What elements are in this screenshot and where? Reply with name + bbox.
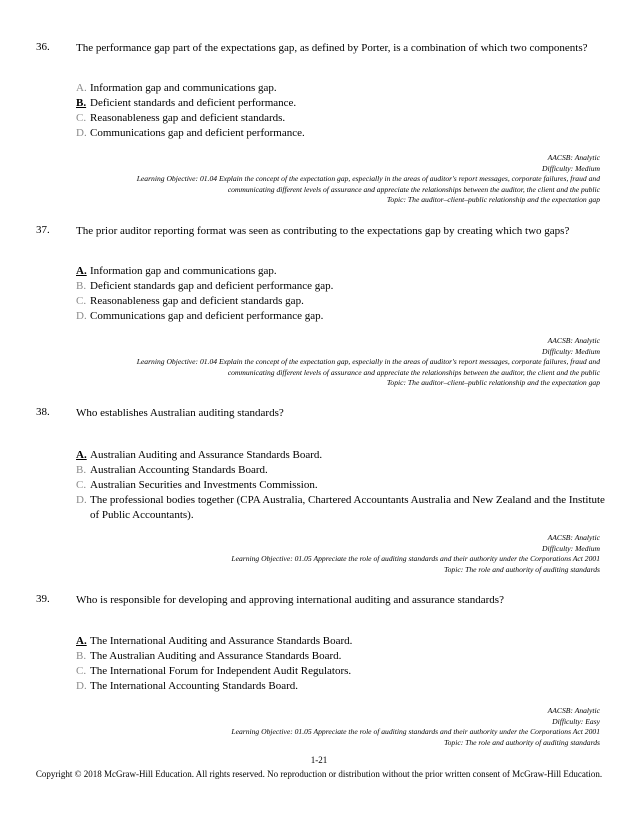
option-letter: D. xyxy=(76,494,87,506)
option-text: Communications gap and deficient performance. xyxy=(90,127,305,139)
question-text: The performance gap part of the expectations gap, as defined by Porter, is a combination of which two components? xyxy=(76,42,588,54)
option-letter-correct: A. xyxy=(76,635,87,647)
question-metadata xyxy=(40,336,600,389)
option-b xyxy=(76,279,606,294)
aacsb-tag: AACSB: Analytic xyxy=(547,153,600,162)
option-letter: D. xyxy=(76,127,87,139)
page-number: 1-21 xyxy=(310,755,328,765)
aacsb-tag: AACSB: Analytic xyxy=(547,336,600,345)
option-letter-correct: A. xyxy=(76,265,87,277)
option-b xyxy=(76,463,606,478)
option-text: Communications gap and deficient performance gap. xyxy=(90,310,324,322)
option-letter: D. xyxy=(76,310,87,322)
option-letter: D. xyxy=(76,680,87,692)
question-metadata xyxy=(40,706,600,748)
difficulty-tag: Difficulty: Medium xyxy=(542,543,600,553)
option-letter-correct: A. xyxy=(76,449,87,461)
learning-objective: Learning Objective: 01.05 Appreciate the role of auditing standards and their authority under the Corporations Act 2001 xyxy=(231,554,600,563)
option-text: The International Forum for Independent Audit Regulators. xyxy=(90,665,352,677)
question-text: Who establishes Australian auditing standards? xyxy=(76,407,284,419)
question-number: 39. xyxy=(36,593,50,605)
question-number: 36. xyxy=(36,41,50,53)
option-letter-correct: B. xyxy=(76,97,87,109)
learning-objective: Learning Objective: 01.05 Appreciate the role of auditing standards and their authority under the Corporations Act 2001 xyxy=(231,727,600,736)
option-d xyxy=(76,309,606,324)
learning-objective-cont: communicating different levels of assurance and appreciate the relationships between the auditor, the client and the public xyxy=(227,184,600,194)
option-a xyxy=(76,81,606,96)
option-letter: A. xyxy=(76,82,87,94)
topic-tag: Topic: The role and authority of auditing standards xyxy=(444,737,600,747)
option-letter: B. xyxy=(76,280,87,292)
option-text: The International Accounting Standards Board. xyxy=(90,680,299,692)
learning-objective: Learning Objective: 01.04 Explain the concept of the expectation gap, especially in the areas of auditor's report messages, corporate failures, fraud and xyxy=(136,174,600,183)
question-metadata xyxy=(40,153,600,206)
option-c xyxy=(76,111,606,126)
option-text: The Australian Auditing and Assurance Standards Board. xyxy=(90,650,342,662)
option-text: Deficient standards gap and deficient performance gap. xyxy=(90,280,334,292)
topic-tag: Topic: The role and authority of auditing standards xyxy=(444,564,600,574)
question-number: 38. xyxy=(36,406,50,418)
option-letter: C. xyxy=(76,665,87,677)
option-b xyxy=(76,649,606,664)
option-d xyxy=(76,679,606,694)
question-text: Who is responsible for developing and approving international auditing and assurance standards? xyxy=(76,594,504,606)
option-c xyxy=(76,664,606,679)
aacsb-tag: AACSB: Analytic xyxy=(547,706,600,715)
option-c xyxy=(76,478,606,493)
option-text: Deficient standards and deficient performance. xyxy=(90,97,297,109)
option-letter: B. xyxy=(76,464,87,476)
option-letter: B. xyxy=(76,650,87,662)
option-a xyxy=(76,634,606,649)
option-letter: C. xyxy=(76,112,87,124)
learning-objective-cont: communicating different levels of assurance and appreciate the relationships between the auditor, the client and the public xyxy=(227,367,600,377)
copyright-notice: Copyright © 2018 McGraw-Hill Education. All rights reserved. No reproduction or distribution without the prior written consent of McGraw-Hill Education. xyxy=(35,769,603,779)
option-text: Information gap and communications gap. xyxy=(90,265,277,277)
question-text: The prior auditor reporting format was seen as contributing to the expectations gap by creating which two gaps? xyxy=(76,225,570,237)
question-number: 37. xyxy=(36,224,50,236)
option-text: Reasonableness gap and deficient standards. xyxy=(90,112,286,124)
option-a xyxy=(76,264,606,279)
option-b xyxy=(76,96,606,111)
option-text: Australian Securities and Investments Commission. xyxy=(90,479,318,491)
option-letter: C. xyxy=(76,479,87,491)
difficulty-tag: Difficulty: Easy xyxy=(552,716,600,726)
option-text: The International Auditing and Assurance Standards Board. xyxy=(90,635,353,647)
topic-tag: Topic: The auditor–client–public relationship and the expectation gap xyxy=(386,378,600,387)
learning-objective: Learning Objective: 01.04 Explain the concept of the expectation gap, especially in the areas of auditor's report messages, corporate failures, fraud and xyxy=(136,357,600,366)
option-letter: C. xyxy=(76,295,87,307)
option-text: Australian Auditing and Assurance Standards Board. xyxy=(90,449,323,461)
option-d xyxy=(76,493,606,523)
question-metadata xyxy=(40,533,600,575)
option-d xyxy=(76,126,606,141)
difficulty-tag: Difficulty: Medium xyxy=(542,346,600,356)
option-text: Australian Accounting Standards Board. xyxy=(90,464,268,476)
option-text: Information gap and communications gap. xyxy=(90,82,277,94)
option-c xyxy=(76,294,606,309)
difficulty-tag: Difficulty: Medium xyxy=(542,163,600,173)
topic-tag: Topic: The auditor–client–public relationship and the expectation gap xyxy=(386,195,600,204)
aacsb-tag: AACSB: Analytic xyxy=(547,533,600,542)
option-text: Reasonableness gap and deficient standards gap. xyxy=(90,295,304,307)
option-text: The professional bodies together (CPA Australia, Chartered Accountants Australia and New Zealand and the Institute of Public Accountants). xyxy=(90,494,605,521)
option-a xyxy=(76,448,606,463)
